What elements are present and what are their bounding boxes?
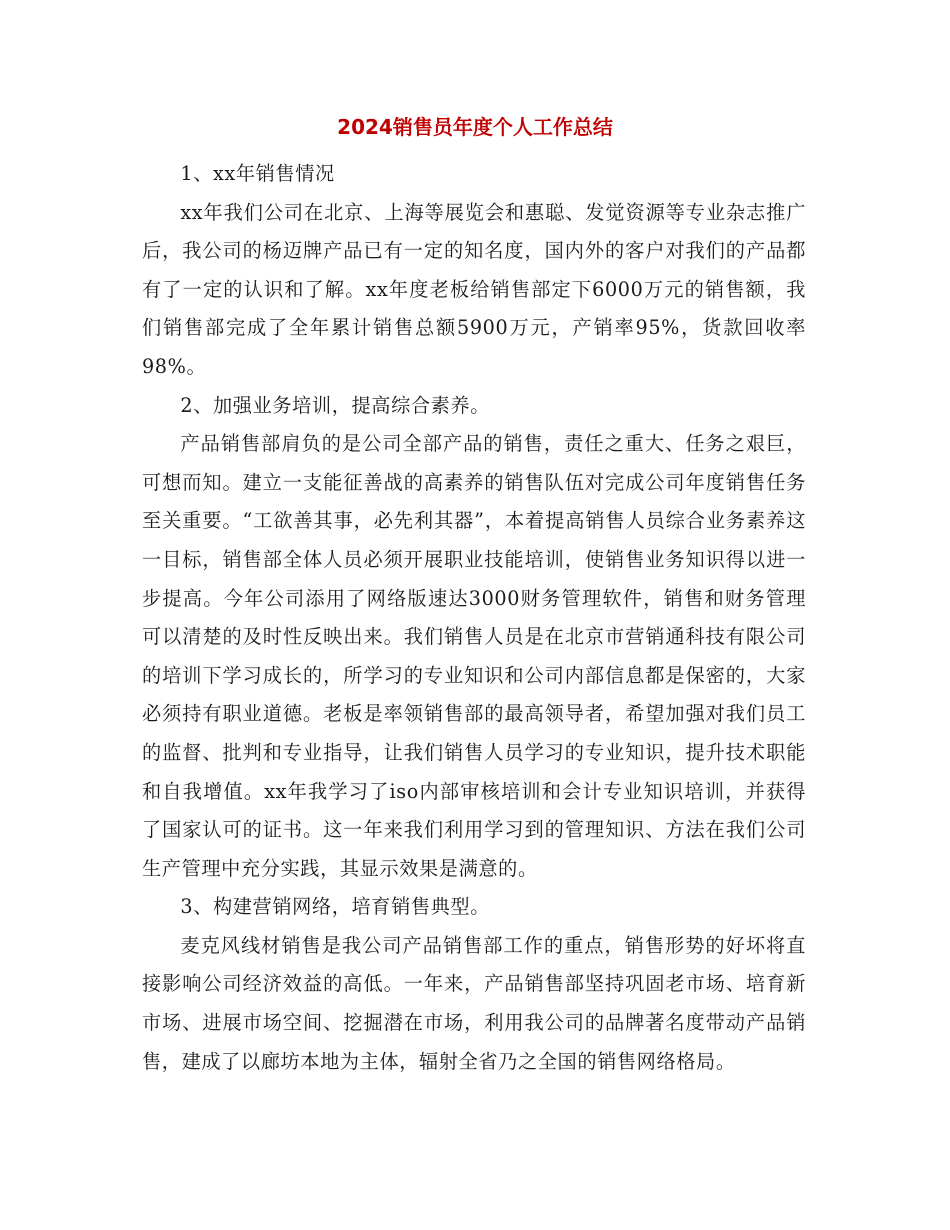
section-heading-network: 3、构建营销网络，培育销售典型。 — [180, 895, 491, 919]
paragraph-network: 麦克风线材销售是我公司产品销售部工作的重点，销售形势的好坏将直接影响公司经济效益的高低。一年来，产品销售部坚持巩固老市场、培育新市场、进展市场空间、挖掘潜在市场，利用我公司的品牌著名度带动产品销售，建成了以廊坊本地为主体，辐射全省乃之全国的销售网络格局。 — [142, 933, 806, 1073]
section-heading-sales-status: 1、xx年销售情况 — [180, 162, 335, 185]
document-title: 2024销售员年度个人工作总结 — [337, 115, 613, 139]
paragraph-sales-status: xx年我们公司在北京、上海等展览会和惠聪、发觉资源等专业杂志推广后，我公司的杨迈牌产品已有一定的知名度，国内外的客户对我们的产品都有了一定的认识和了解。xx年度老板给销售部定下6000万元的销售额，我们销售部完成了全年累计销售总额5900万元，产销率95%，货款回收率 98%。 — [142, 200, 806, 378]
section-heading-training: 2、加强业务培训，提高综合素养。 — [180, 393, 491, 417]
document-body — [142, 155, 806, 1081]
paragraph-training: 产品销售部肩负的是公司全部产品的销售，责任之重大、任务之艰巨，可想而知。建立一支能征善战的高素养的销售队伍对完成公司年度销售任务至关重要。“工欲善其事，必先利其器”，本着提高销售人员综合业务素养这一目标，销售部全体人员必须开展职业技能培训，使销售业务知识得以进一步提高。今年公司添用了网络版速达3000财务管理软件，销售和财务管理可以清楚的及时性反映出来。我们销售人员是在北京市营销通科技有限公司的培训下学习成长的，所学习的专业知识和公司内部信息都是保密的，大家必须持有职业道德。老板是率领销售部的最高领导者，希望加强对我们员工的监督、批判和专业指导，让我们销售人员学习的专业知识，提升技术职能和自我增值。xx年我学习了iso内部审核培训和会计专业知识培训，并获得了国家认可的证书。这一年来我们利用学习到的管理知识、方法在我们公司生产管理中充分实践，其显示效果是满意的。 — [142, 432, 806, 880]
